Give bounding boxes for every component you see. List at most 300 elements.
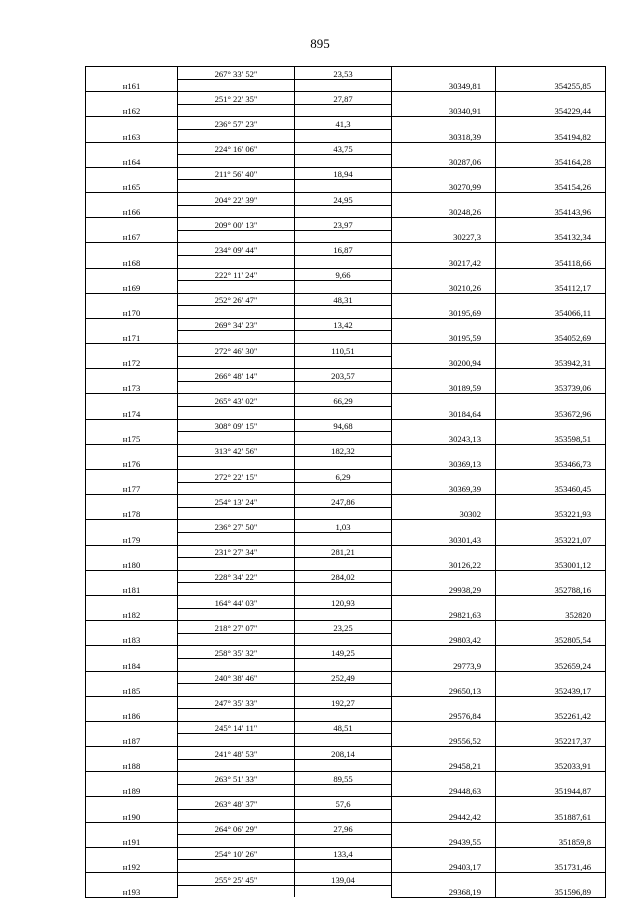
direction-angle-cell [178, 784, 295, 797]
y-coordinate-cell [496, 470, 606, 483]
point-name-cell: н177 [86, 482, 178, 495]
point-row [86, 558, 606, 571]
segment-row [86, 419, 606, 432]
point-row [86, 633, 606, 646]
x-coordinate-cell: 30184,64 [392, 407, 496, 420]
y-coordinate-cell [496, 293, 606, 306]
distance-cell: 192,27 [295, 696, 392, 709]
segment-row [86, 470, 606, 483]
point-row [86, 407, 606, 420]
y-coordinate-cell [496, 369, 606, 382]
segment-row [86, 293, 606, 306]
x-coordinate-cell [392, 268, 496, 281]
x-coordinate-cell: 29442,42 [392, 810, 496, 823]
x-coordinate-cell [392, 621, 496, 634]
point-row [86, 734, 606, 747]
segment-row [86, 747, 606, 760]
distance-cell: 13,42 [295, 318, 392, 331]
point-name-cell: н183 [86, 633, 178, 646]
y-coordinate-cell: 353001,12 [496, 558, 606, 571]
direction-angle-cell: 231° 27' 34" [178, 545, 295, 558]
direction-angle-cell [178, 356, 295, 369]
y-coordinate-cell: 354052,69 [496, 331, 606, 344]
y-coordinate-cell [496, 545, 606, 558]
point-row [86, 482, 606, 495]
distance-cell: 16,87 [295, 243, 392, 256]
direction-angle-cell [178, 407, 295, 420]
distance-cell: 27,87 [295, 92, 392, 105]
x-coordinate-cell [392, 470, 496, 483]
x-coordinate-cell: 30349,81 [392, 79, 496, 92]
point-row [86, 759, 606, 772]
y-coordinate-cell [496, 67, 606, 80]
direction-angle-cell [178, 432, 295, 445]
point-name-cell: н180 [86, 558, 178, 571]
distance-cell: 23,53 [295, 67, 392, 80]
x-coordinate-cell [392, 117, 496, 130]
y-coordinate-cell [496, 117, 606, 130]
point-name-cell [86, 822, 178, 835]
y-coordinate-cell [496, 772, 606, 785]
point-name-cell: н176 [86, 457, 178, 470]
boundary-coordinates-table [85, 66, 606, 898]
distance-cell [295, 129, 392, 142]
x-coordinate-cell [392, 595, 496, 608]
distance-cell: 66,29 [295, 394, 392, 407]
x-coordinate-cell: 29403,17 [392, 860, 496, 873]
x-coordinate-cell: 30369,39 [392, 482, 496, 495]
x-coordinate-cell: 30126,22 [392, 558, 496, 571]
direction-angle-cell: 267° 33' 52" [178, 67, 295, 80]
point-name-cell [86, 167, 178, 180]
point-name-cell: н179 [86, 532, 178, 545]
segment-row [86, 646, 606, 659]
y-coordinate-cell: 354066,11 [496, 306, 606, 319]
distance-cell [295, 79, 392, 92]
direction-angle-cell [178, 734, 295, 747]
x-coordinate-cell: 30270,99 [392, 180, 496, 193]
point-name-cell [86, 117, 178, 130]
y-coordinate-cell [496, 92, 606, 105]
point-name-cell: н173 [86, 381, 178, 394]
distance-cell [295, 281, 392, 294]
point-row [86, 205, 606, 218]
direction-angle-cell [178, 608, 295, 621]
direction-angle-cell: 245° 14' 11" [178, 721, 295, 734]
point-row [86, 331, 606, 344]
direction-angle-cell: 254° 13' 24" [178, 495, 295, 508]
distance-cell: 23,25 [295, 621, 392, 634]
distance-cell [295, 835, 392, 848]
x-coordinate-cell: 29368,19 [392, 885, 496, 897]
point-name-cell: н193 [86, 885, 178, 897]
x-coordinate-cell [392, 344, 496, 357]
distance-cell [295, 532, 392, 545]
segment-row [86, 847, 606, 860]
direction-angle-cell [178, 205, 295, 218]
y-coordinate-cell [496, 243, 606, 256]
x-coordinate-cell [392, 772, 496, 785]
direction-angle-cell [178, 104, 295, 117]
distance-cell [295, 709, 392, 722]
direction-angle-cell: 263° 51' 33" [178, 772, 295, 785]
distance-cell: 94,68 [295, 419, 392, 432]
x-coordinate-cell: 30217,42 [392, 255, 496, 268]
x-coordinate-cell [392, 822, 496, 835]
distance-cell [295, 356, 392, 369]
x-coordinate-cell [392, 318, 496, 331]
point-name-cell: н163 [86, 129, 178, 142]
segment-row [86, 520, 606, 533]
x-coordinate-cell [392, 394, 496, 407]
point-row [86, 835, 606, 848]
direction-angle-cell [178, 709, 295, 722]
point-row [86, 532, 606, 545]
y-coordinate-cell [496, 747, 606, 760]
point-row [86, 129, 606, 142]
direction-angle-cell [178, 331, 295, 344]
distance-cell [295, 558, 392, 571]
direction-angle-cell [178, 457, 295, 470]
y-coordinate-cell [496, 595, 606, 608]
point-name-cell [86, 218, 178, 231]
distance-cell: 23,97 [295, 218, 392, 231]
distance-cell: 48,31 [295, 293, 392, 306]
x-coordinate-cell [392, 67, 496, 80]
segment-row [86, 369, 606, 382]
direction-angle-cell [178, 507, 295, 520]
direction-angle-cell [178, 810, 295, 823]
segment-row [86, 495, 606, 508]
segment-row [86, 797, 606, 810]
direction-angle-cell [178, 583, 295, 596]
point-row [86, 432, 606, 445]
x-coordinate-cell: 30301,43 [392, 532, 496, 545]
distance-cell: 133,4 [295, 847, 392, 860]
x-coordinate-cell: 30210,26 [392, 281, 496, 294]
direction-angle-cell: 228° 34' 22" [178, 570, 295, 583]
point-name-cell: н174 [86, 407, 178, 420]
x-coordinate-cell: 30340,91 [392, 104, 496, 117]
point-name-cell [86, 873, 178, 886]
y-coordinate-cell: 354154,26 [496, 180, 606, 193]
segment-row [86, 318, 606, 331]
x-coordinate-cell [392, 192, 496, 205]
point-name-cell: н190 [86, 810, 178, 823]
point-row [86, 860, 606, 873]
y-coordinate-cell [496, 646, 606, 659]
y-coordinate-cell [496, 721, 606, 734]
distance-cell [295, 381, 392, 394]
distance-cell [295, 608, 392, 621]
point-row [86, 255, 606, 268]
direction-angle-cell: 252° 26' 47" [178, 293, 295, 306]
segment-row [86, 721, 606, 734]
point-row [86, 608, 606, 621]
y-coordinate-cell: 352439,17 [496, 684, 606, 697]
y-coordinate-cell: 351859,8 [496, 835, 606, 848]
point-name-cell: н175 [86, 432, 178, 445]
direction-angle-cell [178, 255, 295, 268]
y-coordinate-cell: 351887,61 [496, 810, 606, 823]
y-coordinate-cell: 353598,51 [496, 432, 606, 445]
point-row [86, 180, 606, 193]
direction-angle-cell: 258° 35' 32" [178, 646, 295, 659]
direction-angle-cell: 224° 16' 06" [178, 142, 295, 155]
y-coordinate-cell [496, 419, 606, 432]
distance-cell: 203,57 [295, 369, 392, 382]
y-coordinate-cell: 353672,96 [496, 407, 606, 420]
y-coordinate-cell: 352217,37 [496, 734, 606, 747]
direction-angle-cell: 236° 57' 23" [178, 117, 295, 130]
point-name-cell: н166 [86, 205, 178, 218]
y-coordinate-cell [496, 495, 606, 508]
segment-row [86, 117, 606, 130]
point-name-cell [86, 545, 178, 558]
point-row [86, 381, 606, 394]
point-name-cell [86, 696, 178, 709]
point-row [86, 104, 606, 117]
distance-cell [295, 331, 392, 344]
distance-cell: 89,55 [295, 772, 392, 785]
x-coordinate-cell: 30248,26 [392, 205, 496, 218]
direction-angle-cell: 247° 35' 33" [178, 696, 295, 709]
direction-angle-cell: 272° 22' 15" [178, 470, 295, 483]
x-coordinate-cell [392, 444, 496, 457]
point-name-cell: н167 [86, 230, 178, 243]
x-coordinate-cell [392, 747, 496, 760]
direction-angle-cell [178, 658, 295, 671]
point-name-cell: н161 [86, 79, 178, 92]
distance-cell [295, 432, 392, 445]
segment-row [86, 67, 606, 80]
point-name-cell: н164 [86, 155, 178, 168]
segment-row [86, 92, 606, 105]
distance-cell: 6,29 [295, 470, 392, 483]
distance-cell: 27,96 [295, 822, 392, 835]
direction-angle-cell [178, 230, 295, 243]
distance-cell: 149,25 [295, 646, 392, 659]
direction-angle-cell: 222° 11' 24" [178, 268, 295, 281]
distance-cell: 120,93 [295, 595, 392, 608]
y-coordinate-cell: 354229,44 [496, 104, 606, 117]
distance-cell: 284,02 [295, 570, 392, 583]
direction-angle-cell: 236° 27' 50" [178, 520, 295, 533]
direction-angle-cell [178, 633, 295, 646]
x-coordinate-cell [392, 545, 496, 558]
y-coordinate-cell [496, 218, 606, 231]
point-row [86, 281, 606, 294]
x-coordinate-cell [392, 570, 496, 583]
distance-cell [295, 155, 392, 168]
y-coordinate-cell: 354194,82 [496, 129, 606, 142]
point-name-cell: н188 [86, 759, 178, 772]
y-coordinate-cell: 352261,42 [496, 709, 606, 722]
point-name-cell [86, 444, 178, 457]
y-coordinate-cell [496, 822, 606, 835]
direction-angle-cell: 263° 48' 37" [178, 797, 295, 810]
distance-cell [295, 507, 392, 520]
y-coordinate-cell [496, 268, 606, 281]
x-coordinate-cell: 29576,84 [392, 709, 496, 722]
segment-row [86, 218, 606, 231]
x-coordinate-cell [392, 92, 496, 105]
point-row [86, 583, 606, 596]
direction-angle-cell [178, 835, 295, 848]
point-name-cell [86, 847, 178, 860]
direction-angle-cell: 209° 00' 13" [178, 218, 295, 231]
point-row [86, 709, 606, 722]
y-coordinate-cell: 352033,91 [496, 759, 606, 772]
y-coordinate-cell [496, 873, 606, 886]
y-coordinate-cell: 352820 [496, 608, 606, 621]
point-name-cell: н192 [86, 860, 178, 873]
x-coordinate-cell: 30369,13 [392, 457, 496, 470]
distance-cell [295, 407, 392, 420]
direction-angle-cell: 241° 48' 53" [178, 747, 295, 760]
point-name-cell [86, 570, 178, 583]
x-coordinate-cell [392, 671, 496, 684]
direction-angle-cell: 269° 34' 23" [178, 318, 295, 331]
y-coordinate-cell [496, 570, 606, 583]
distance-cell: 247,86 [295, 495, 392, 508]
direction-angle-cell [178, 532, 295, 545]
segment-row [86, 671, 606, 684]
y-coordinate-cell: 354118,66 [496, 255, 606, 268]
y-coordinate-cell: 351944,87 [496, 784, 606, 797]
x-coordinate-cell [392, 797, 496, 810]
x-coordinate-cell [392, 293, 496, 306]
distance-cell [295, 860, 392, 873]
point-name-cell: н184 [86, 658, 178, 671]
distance-cell [295, 633, 392, 646]
y-coordinate-cell [496, 344, 606, 357]
point-name-cell [86, 747, 178, 760]
x-coordinate-cell: 29773,9 [392, 658, 496, 671]
point-name-cell [86, 772, 178, 785]
point-name-cell: н172 [86, 356, 178, 369]
x-coordinate-cell: 30189,59 [392, 381, 496, 394]
distance-cell [295, 104, 392, 117]
direction-angle-cell [178, 180, 295, 193]
point-name-cell: н187 [86, 734, 178, 747]
point-name-cell [86, 646, 178, 659]
distance-cell [295, 255, 392, 268]
direction-angle-cell [178, 684, 295, 697]
point-name-cell [86, 470, 178, 483]
x-coordinate-cell: 29458,21 [392, 759, 496, 772]
point-row [86, 155, 606, 168]
y-coordinate-cell: 354143,96 [496, 205, 606, 218]
direction-angle-cell [178, 885, 295, 897]
y-coordinate-cell: 351731,46 [496, 860, 606, 873]
segment-row [86, 545, 606, 558]
point-row [86, 79, 606, 92]
distance-cell: 43,75 [295, 142, 392, 155]
point-row [86, 684, 606, 697]
distance-cell: 139,04 [295, 873, 392, 886]
point-name-cell: н191 [86, 835, 178, 848]
distance-cell [295, 885, 392, 897]
direction-angle-cell: 272° 46' 30" [178, 344, 295, 357]
segment-row [86, 873, 606, 886]
x-coordinate-cell [392, 369, 496, 382]
point-row [86, 230, 606, 243]
segment-row [86, 167, 606, 180]
distance-cell [295, 583, 392, 596]
x-coordinate-cell [392, 167, 496, 180]
x-coordinate-cell: 30243,13 [392, 432, 496, 445]
y-coordinate-cell: 351596,89 [496, 885, 606, 897]
x-coordinate-cell [392, 495, 496, 508]
distance-cell: 18,94 [295, 167, 392, 180]
segment-row [86, 595, 606, 608]
distance-cell [295, 230, 392, 243]
direction-angle-cell: 265° 43' 02" [178, 394, 295, 407]
x-coordinate-cell [392, 873, 496, 886]
x-coordinate-cell: 29803,42 [392, 633, 496, 646]
segment-row [86, 344, 606, 357]
direction-angle-cell: 240° 38' 46" [178, 671, 295, 684]
direction-angle-cell: 211° 56' 40" [178, 167, 295, 180]
distance-cell: 48,51 [295, 721, 392, 734]
point-name-cell: н178 [86, 507, 178, 520]
distance-cell: 208,14 [295, 747, 392, 760]
distance-cell [295, 810, 392, 823]
y-coordinate-cell: 354132,34 [496, 230, 606, 243]
segment-row [86, 444, 606, 457]
y-coordinate-cell [496, 621, 606, 634]
y-coordinate-cell: 353221,07 [496, 532, 606, 545]
point-row [86, 810, 606, 823]
direction-angle-cell [178, 155, 295, 168]
point-row [86, 658, 606, 671]
point-name-cell: н185 [86, 684, 178, 697]
direction-angle-cell: 204° 22' 39" [178, 192, 295, 205]
segment-row [86, 394, 606, 407]
direction-angle-cell [178, 79, 295, 92]
point-name-cell [86, 721, 178, 734]
distance-cell [295, 306, 392, 319]
direction-angle-cell: 234° 09' 44" [178, 243, 295, 256]
direction-angle-cell [178, 129, 295, 142]
x-coordinate-cell: 29650,13 [392, 684, 496, 697]
point-name-cell: н189 [86, 784, 178, 797]
y-coordinate-cell [496, 192, 606, 205]
point-name-cell: н162 [86, 104, 178, 117]
y-coordinate-cell: 353739,06 [496, 381, 606, 394]
distance-cell: 182,32 [295, 444, 392, 457]
x-coordinate-cell [392, 696, 496, 709]
point-name-cell [86, 243, 178, 256]
y-coordinate-cell [496, 318, 606, 331]
distance-cell: 1,03 [295, 520, 392, 533]
distance-cell [295, 784, 392, 797]
x-coordinate-cell: 29556,52 [392, 734, 496, 747]
y-coordinate-cell [496, 167, 606, 180]
point-name-cell: н171 [86, 331, 178, 344]
point-name-cell [86, 369, 178, 382]
y-coordinate-cell: 353942,31 [496, 356, 606, 369]
point-name-cell [86, 419, 178, 432]
x-coordinate-cell: 30195,69 [392, 306, 496, 319]
x-coordinate-cell: 29938,29 [392, 583, 496, 596]
x-coordinate-cell: 30227,3 [392, 230, 496, 243]
y-coordinate-cell: 352659,24 [496, 658, 606, 671]
segment-row [86, 696, 606, 709]
x-coordinate-cell [392, 419, 496, 432]
y-coordinate-cell [496, 797, 606, 810]
